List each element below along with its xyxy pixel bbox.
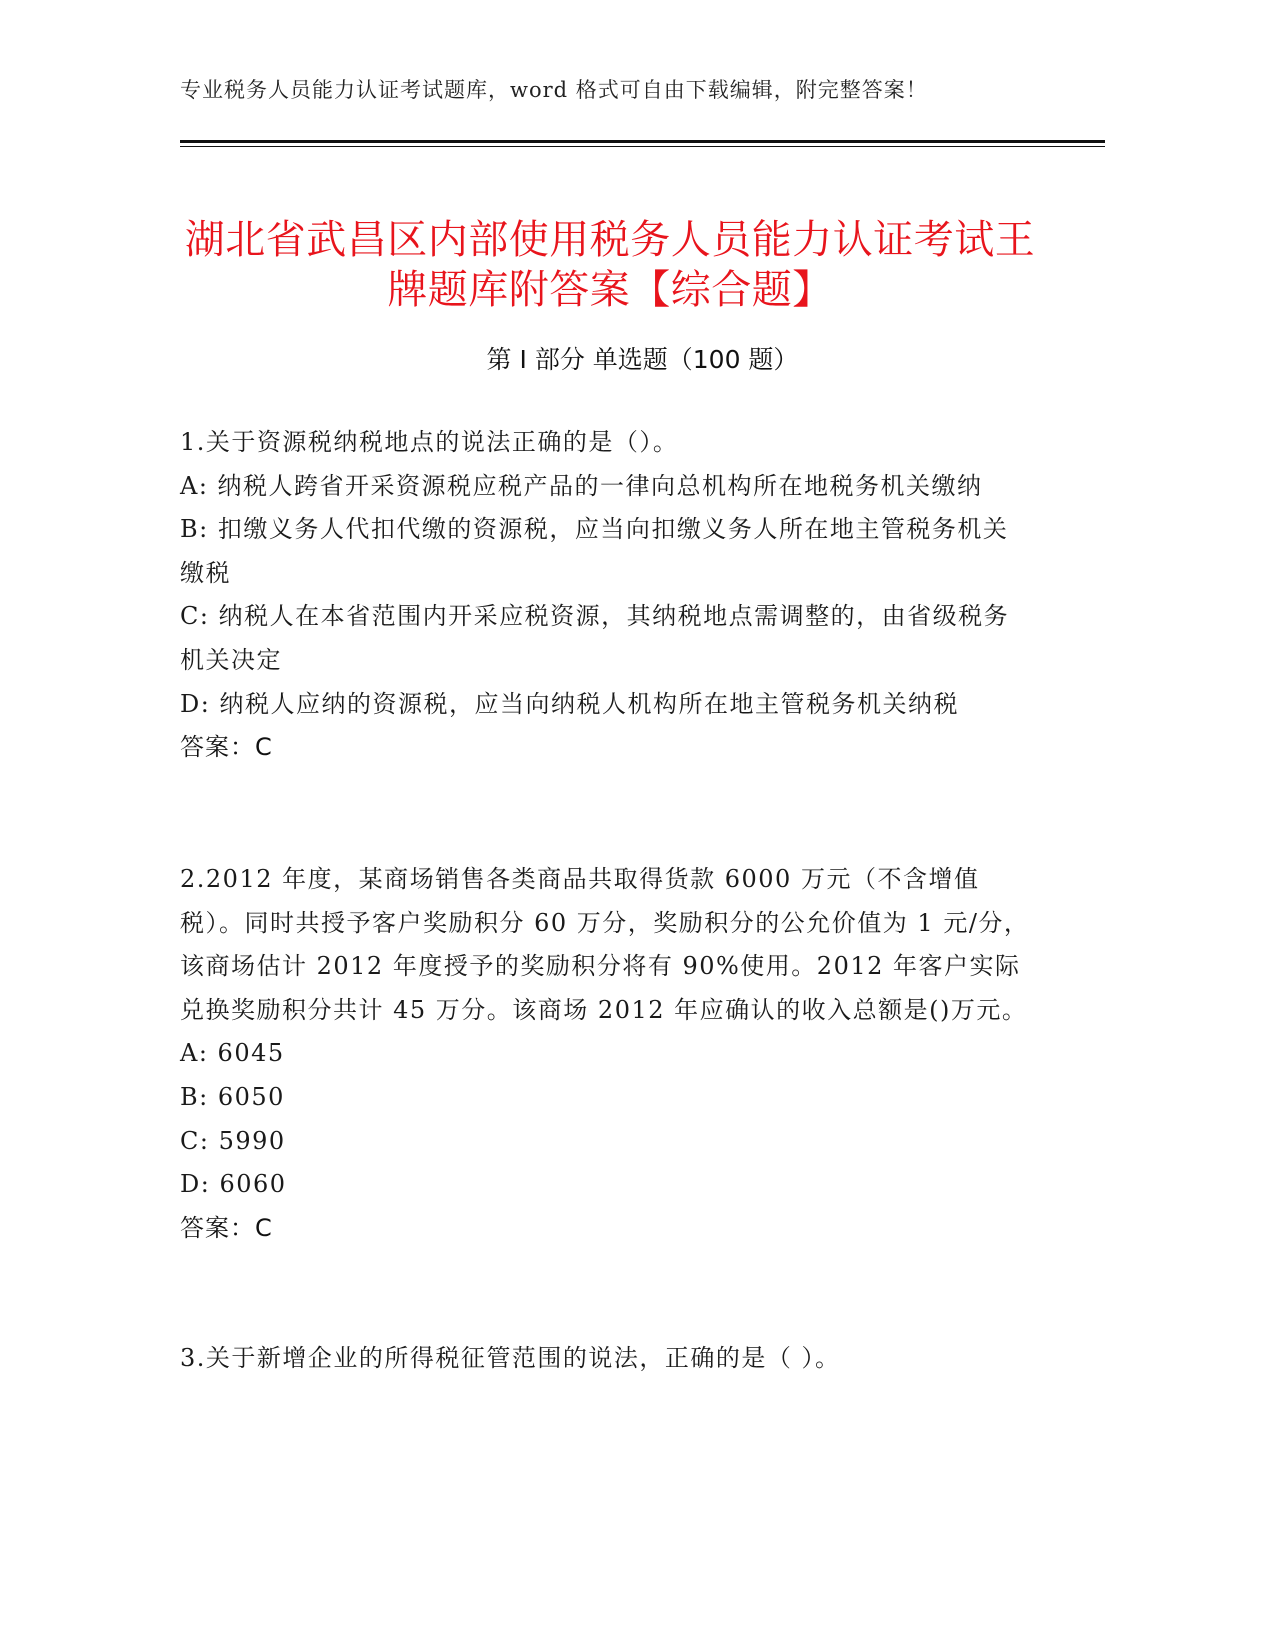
question-stem: 2.2012 年度，某商场销售各类商品共取得货款 6000 万元（不含增值税）。同时共授予客户奖励积分 60 万分，奖励积分的公允价值为 1 元/分，该商场估计 2012 年度授予的奖励积分将有 90%使用。2012 年客户实际兑换奖励积分共计 45 万分。该商场 2012 年应确认的收入总额是()万元。	[180, 865, 1030, 1024]
header-note: 专业税务人员能力认证考试题库，word 格式可自由下载编辑，附完整答案！	[180, 78, 928, 102]
answer: 答案：C	[180, 733, 273, 762]
option-c: C: 纳税人在本省范围内开采应税资源，其纳税地点需调整的，由省级税务机关决定	[180, 602, 1010, 674]
answer: 答案：C	[180, 1213, 273, 1242]
question-stem: 1.关于资源税纳税地点的说法正确的是（）。	[180, 428, 679, 456]
question-1	[180, 421, 1030, 770]
header-rule-thin	[180, 146, 1105, 147]
option-a: A: 6045	[180, 1039, 285, 1068]
option-d: D: 6060	[180, 1170, 287, 1199]
question-3	[180, 1337, 1030, 1381]
header-rule-thick	[180, 140, 1105, 143]
option-b: B: 6050	[180, 1082, 285, 1111]
option-a: A: 纳税人跨省开采资源税应税产品的一律向总机构所在地税务机关缴纳	[180, 471, 983, 500]
option-c: C: 5990	[180, 1126, 286, 1155]
question-2	[180, 858, 1030, 1250]
option-b: B: 扣缴义务人代扣代缴的资源税，应当向扣缴义务人所在地主管税务机关缴税	[180, 515, 1009, 587]
question-stem: 3.关于新增企业的所得税征管范围的说法，正确的是（ ）。	[180, 1344, 841, 1372]
section-heading: 第 I 部分 单选题（100 题）	[486, 345, 799, 374]
document-title: 湖北省武昌区内部使用税务人员能力认证考试王牌题库附答案【综合题】	[184, 216, 1036, 313]
option-d: D: 纳税人应纳的资源税，应当向纳税人机构所在地主管税务机关纳税	[180, 689, 959, 718]
